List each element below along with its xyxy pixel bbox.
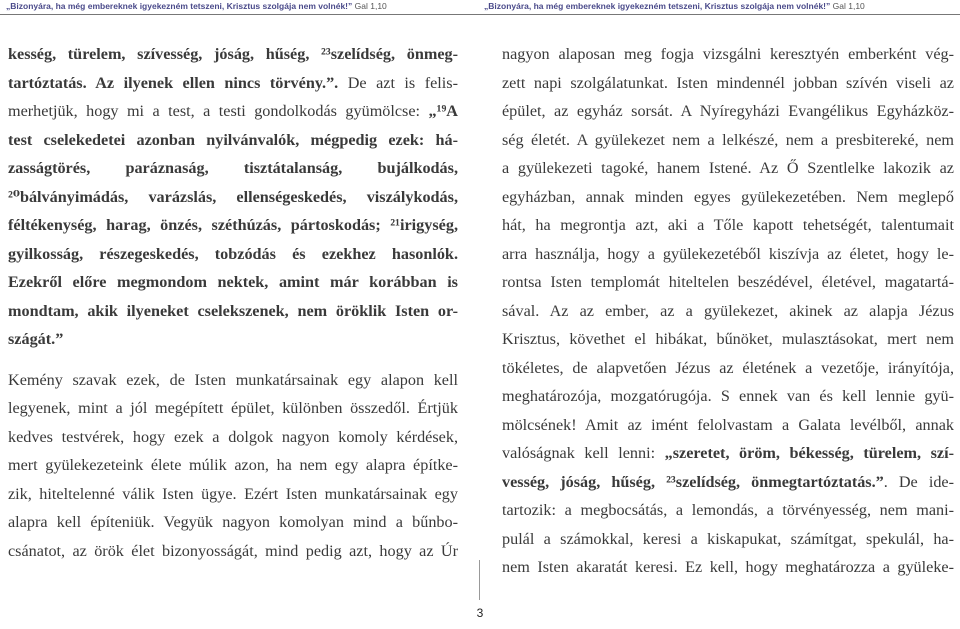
text-line: nagyon alaposan meg fogja vizsgálni keresztyén emberként vég- (502, 45, 954, 63)
text-line: Ezekről előre megmondom nektek, amint már korábban is (8, 273, 458, 291)
text-line: mondtam, akik ilyeneket cselekszenek, nem öröklik Isten or- (8, 301, 458, 320)
text-line: legyenek, mint a jól megépített épület, különben összedől. Értjük (8, 399, 458, 417)
left-column (8, 40, 458, 565)
text-line: ség életét. A gyülekezet nem a lelkészé, nem a presbitereké, nem (502, 130, 954, 149)
text-line: arra használja, hogy a gyülekezetéből kiszívja az életet, hogy le- (502, 244, 954, 263)
text-span: De azt is felis- (347, 73, 458, 92)
text-line: a gyülekezeti tagoké, hanem Istené. Az Ő Szentlelke lakozik az (502, 159, 954, 177)
text-span: „szeretet, öröm, békesség, türelem, szí- (664, 444, 954, 462)
text-line: mert gyülekezeteink élete múlik azon, ha nem egy alapra építke- (8, 456, 458, 474)
text-line: meghatározója, mozgatórugója. S ennek van és kell lennie gyü- (502, 387, 954, 405)
header-verse: Gal 1,10 (832, 1, 865, 11)
text-line: mölcsének! Amit az imént felolvastam a Galata levélből, annak (502, 415, 954, 434)
text-line: egyházban, annak minden egyes gyülekezetében. Nem meglepő (502, 187, 954, 206)
text-line: tökéletes, de alapvetően Jézus az életének a vezetője, irányítója, (502, 358, 954, 377)
running-header-left (6, 0, 476, 12)
page-number: 3 (476, 606, 484, 620)
text-span: merhetjük, hogy mi a test, a testi gondolkodás gyümölcse: (8, 102, 429, 120)
text-line: épület, az egyház sorsát. A Nyíregyházi Evangélikus Egyházköz- (502, 102, 954, 120)
text-line: csánatot, az örök élet bizonyosságát, mind pedig azt, hogy az Úr (8, 541, 458, 560)
text-line: kesség, türelem, szívesség, jóság, hűség, ²³szelídség, önmeg- (8, 45, 458, 63)
right-column (502, 40, 954, 582)
text-line: Kemény szavak ezek, de Isten munkatársainak egy alapon kell (8, 370, 458, 389)
text-span: „¹⁹A (428, 102, 458, 120)
text-span: . De ide- (883, 472, 954, 491)
text-line: zett napi szolgálatunkat. Isten mindennél jobban szívén viseli az (502, 73, 954, 92)
text-line: sával. Az az ember, az a gyülekezet, akinek az alapja Jézus (502, 301, 954, 320)
text-line: ²⁰bálványimádás, varázslás, ellenségeskedés, viszálykodás, (8, 187, 458, 206)
text-line: szágát.” (8, 330, 64, 348)
text-line: pulál a számokkal, keresi a kiskapukat, számítgat, spekulál, ha- (502, 529, 954, 548)
text-line: zik, hiteltelenné válik Isten ügye. Ezért Isten munkatársainak egy (8, 484, 458, 503)
text-line: alapra kell építeniük. Vegyük nagyon komolyan mind a bűnbo- (8, 513, 458, 531)
text-span: tartóztatás. Az ilyenek ellen nincs törvény.”. (8, 73, 348, 92)
header-rule (0, 14, 960, 15)
column-divider (479, 560, 480, 600)
paragraph-gap (8, 354, 458, 366)
text-line: nem Isten akaratát keresi. Ez kell, hogy meghatározza a gyüleke- (502, 558, 954, 576)
text-line: tartozik: a megbocsátás, a lemondás, a törvényesség, nem mani- (502, 501, 954, 519)
header-title: „Bizonyára, ha még embereknek igyekezném tetszeni, Krisztus szolgája nem volnék!” (484, 1, 831, 11)
text-line (8, 69, 458, 98)
text-line (502, 468, 954, 497)
text-line (502, 439, 954, 468)
text-line (8, 97, 458, 126)
text-line: hát, ha megrontja azt, aki a Tőle kapott tehetségét, talentumait (502, 216, 954, 234)
text-span: vesség, jóság, hűség, ²³szelídség, önmegtartóztatás.” (502, 472, 884, 491)
text-line: gyilkosság, részegeskedés, tobzódás és ezekhez hasonlók. (8, 244, 458, 263)
text-line: kedves testvérek, hogy ezek a dolgok nagyon komoly kérdések, (8, 427, 458, 446)
header-title: „Bizonyára, ha még embereknek igyekezném tetszeni, Krisztus szolgája nem volnék!” (6, 1, 353, 11)
text-line: rontsa Isten templomát hiteltelen beszédével, életével, magatartá- (502, 273, 954, 291)
running-header-right (484, 0, 954, 12)
text-line: test cselekedetei azonban nyilvánvalók, mégpedig ezek: há- (8, 130, 458, 149)
text-line: féltékenység, harag, önzés, széthúzás, pártoskodás; ²¹irigység, (8, 216, 458, 234)
header-verse: Gal 1,10 (354, 1, 387, 11)
text-line: zasságtörés, paráznaság, tisztátalanság, bujálkodás, (8, 159, 458, 177)
text-span: valóságnak kell lenni: (502, 444, 665, 462)
text-line: Krisztus, követhet el hibákat, bűnöket, mulasztásokat, mert nem (502, 330, 954, 348)
